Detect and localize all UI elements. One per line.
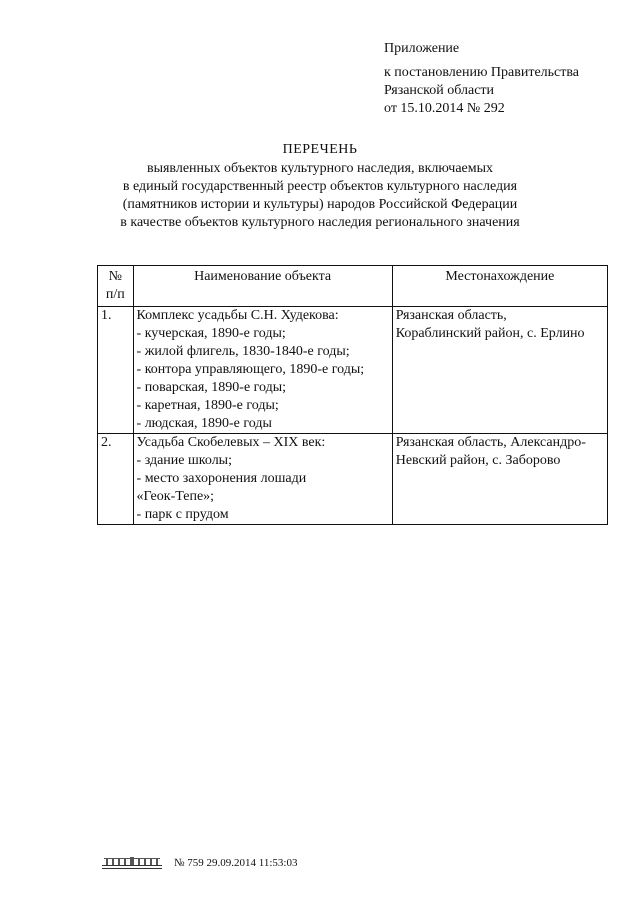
attachment-block: [384, 40, 579, 118]
heading-line: (памятников истории и культуры) народов Российской Федерации: [122, 197, 518, 212]
object-name-line: - место захоронения лошади: [136, 471, 307, 486]
registration-stamp-text: № 759 29.09.2014 11:53:03: [174, 857, 298, 869]
column-header-number-sign: №: [108, 269, 122, 284]
row-number: 1.: [98, 307, 134, 434]
registration-footer: [100, 853, 297, 873]
table-row: [98, 307, 608, 434]
object-name-line: - жилой флигель, 1830-1840-е годы;: [136, 344, 350, 359]
document-title: ПЕРЕЧЕНЬ: [282, 142, 358, 157]
table-header-row: [98, 266, 608, 307]
table-row: [98, 434, 608, 525]
object-location-line: Рязанская область,: [395, 308, 507, 323]
object-location-cell: [392, 434, 607, 525]
attachment-resolution-line: к постановлению Правительства: [384, 65, 580, 80]
object-name-cell: [133, 307, 392, 434]
attachment-label: Приложение: [384, 41, 460, 56]
object-location-cell: [392, 307, 607, 434]
object-name-line: - каретная, 1890-е годы;: [136, 398, 279, 413]
object-name-line: - кучерская, 1890-е годы;: [136, 326, 286, 341]
column-header-name: Наименование объекта: [133, 266, 392, 307]
document-heading: [0, 141, 640, 232]
heritage-objects-table: [97, 265, 608, 525]
object-name-cell: [133, 434, 392, 525]
attachment-region-line: Рязанской области: [384, 83, 495, 98]
heading-line: в единый государственный реестр объектов культурного наследия: [122, 179, 518, 194]
column-header-number: [98, 266, 134, 307]
heading-line: выявленных объектов культурного наследия, включаемых: [146, 161, 494, 176]
object-name-line: - контора управляющего, 1890-е годы;: [136, 362, 365, 377]
object-name-line: «Геок-Тепе»;: [136, 489, 215, 504]
object-name-line: - людская, 1890-е годы: [136, 416, 272, 431]
object-name-line: - здание школы;: [136, 453, 232, 468]
object-location-line: Кораблинский район, с. Ерлино: [395, 326, 585, 341]
object-location-line: Невский район, с. Заборово: [395, 453, 561, 468]
heading-line: в качестве объектов культурного наследия регионального значения: [120, 215, 520, 230]
object-name-line: - парк с прудом: [136, 507, 229, 522]
attachment-date-number: от 15.10.2014 № 292: [384, 101, 505, 116]
government-logo-icon: [100, 853, 166, 873]
row-number: 2.: [98, 434, 134, 525]
column-header-number-abbr: п/п: [105, 287, 125, 302]
object-location-line: Рязанская область, Александро-: [395, 435, 586, 450]
object-name-line: Комплекс усадьбы С.Н. Худекова:: [136, 308, 339, 323]
object-name-line: Усадьба Скобелевых – XIX век:: [136, 435, 326, 450]
column-header-location: Местонахождение: [392, 266, 607, 307]
object-name-line: - поварская, 1890-е годы;: [136, 380, 287, 395]
